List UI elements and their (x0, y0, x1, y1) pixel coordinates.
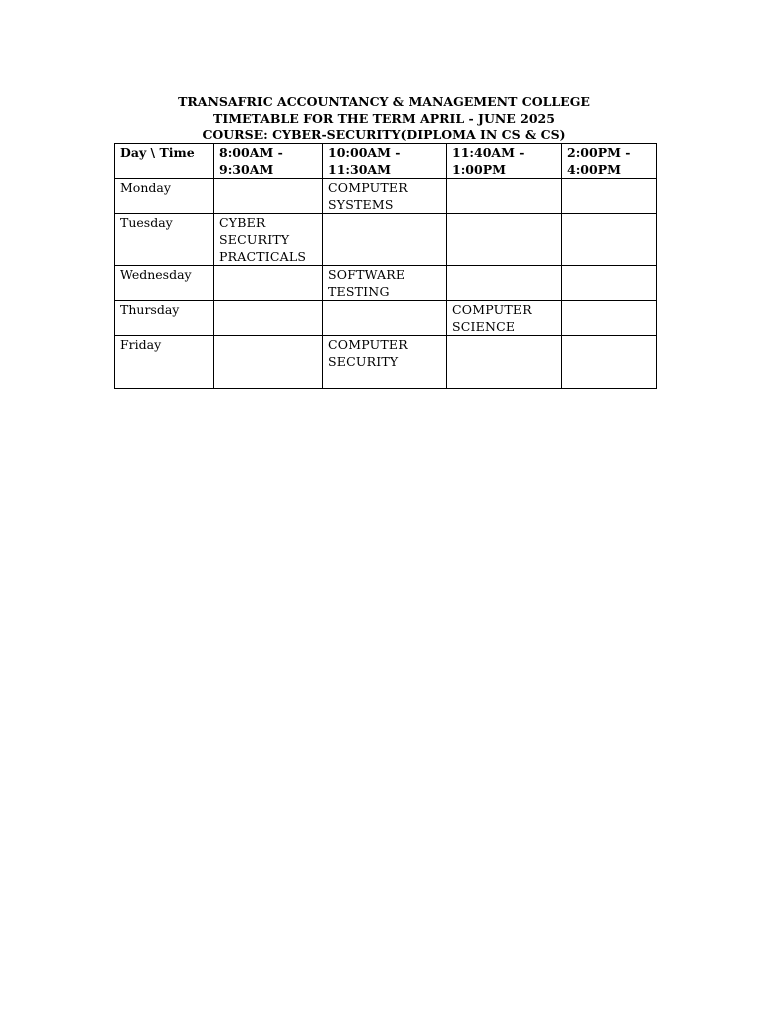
table-cell: CYBER SECURITY PRACTICALS (214, 214, 323, 266)
document-header (0, 94, 768, 144)
table-cell (562, 336, 657, 389)
column-header-slot-1: 8:00AM - 9:30AM (214, 144, 323, 179)
timetable (114, 143, 657, 389)
table-cell (214, 336, 323, 389)
table-cell (214, 266, 323, 301)
table-cell (562, 179, 657, 214)
table-cell: COMPUTER SCIENCE (447, 301, 562, 336)
column-header-slot-4: 2:00PM - 4:00PM (562, 144, 657, 179)
table-cell (323, 301, 447, 336)
course-title: COURSE: CYBER-SECURITY(DIPLOMA IN CS & CS) (202, 127, 566, 142)
day-cell: Thursday (115, 301, 214, 336)
table-cell (562, 214, 657, 266)
table-cell: SOFTWARE TESTING (323, 266, 447, 301)
day-cell: Tuesday (115, 214, 214, 266)
table-row (115, 214, 657, 266)
day-cell: Monday (115, 179, 214, 214)
column-header-day-time: Day \ Time (115, 144, 214, 179)
table-cell (447, 214, 562, 266)
table-row (115, 301, 657, 336)
table-cell (214, 179, 323, 214)
table-cell (562, 301, 657, 336)
table-cell (447, 336, 562, 389)
day-cell: Wednesday (115, 266, 214, 301)
table-cell (447, 266, 562, 301)
table-cell: COMPUTER SYSTEMS (323, 179, 447, 214)
column-header-slot-3: 11:40AM - 1:00PM (447, 144, 562, 179)
table-cell: COMPUTER SECURITY (323, 336, 447, 389)
table-cell (447, 179, 562, 214)
table-cell (323, 214, 447, 266)
table-cell (562, 266, 657, 301)
college-title: TRANSAFRIC ACCOUNTANCY & MANAGEMENT COLLEGE (178, 94, 590, 109)
table-row (115, 179, 657, 214)
term-title: TIMETABLE FOR THE TERM APRIL - JUNE 2025 (213, 110, 555, 126)
table-header-row (115, 144, 657, 179)
column-header-slot-2: 10:00AM - 11:30AM (323, 144, 447, 179)
table-cell (214, 301, 323, 336)
table-row (115, 266, 657, 301)
day-cell: Friday (115, 336, 214, 389)
table-row (115, 336, 657, 389)
